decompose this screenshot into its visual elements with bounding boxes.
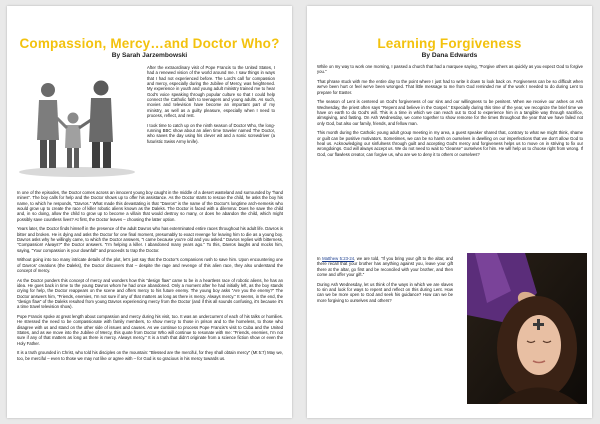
byline-edwards: By Dana Edwards [421, 52, 478, 59]
scripture-paragraph: In Matthew 5:23-24, we are told, "If you bring your gift to the altar, and there recall that your brother has anything against you, leave your gift there at the altar, go first and be reconciled with your brother, and then come and offer your gift." [317, 256, 453, 278]
scripture-quote: , we are told, "If you bring your gift to the altar, and there recall that your brother has anything against you, leave your gift there at the altar, go first and be reconciled with your brother, and then come and offer your gift." [317, 256, 453, 278]
article-title-compassion: Compassion, Mercy…and Doctor Who? [19, 36, 280, 51]
intro-paragraph: After the extraordinary visit of Pope Francis to the United States, I had a renewed vision of the world around me. I saw things in ways that I had not experienced before. The Lord's call for compassion and mercy, especially during the Jubilee of Mercy, was heightened. My experience in youth and young adult ministry trained me to hear God's voice speaking through popular culture so that I could help connect the Catholic faith to teenagers and young adults. As such, movies and television have become an important part of my ministry, as well as a guilty pleasure, especially when I need to process, reflect, and rest. [147, 65, 275, 119]
body-paragraph: Without going into too many intricate details of the plot, let's just say that the Doctor's companions rush to save him. Upon encountering one of Davros' creations (the Daleks), the Doctor discovers that – despite the rage and revenge of this alien race, they also understand the concept of mercy. [17, 257, 283, 274]
ash-wednesday-photo [467, 253, 587, 404]
body-paragraph: The season of Lent is centered on God's forgiveness of our sins and our willingness to be penitent. When we receive our ashes on Ash Wednesday, the priest often says "Repent and believe in the Gospel." Especially during this time of the year, we recognize the brief time we have on earth to do God's will. This is a time in which we can reach out to God to experience him in a tangible way through sacrifice, almsgiving, and fasting. On Ash Wednesday, we come together to show remorse for the times throughout the year that we have failed not only God, but also our family, friends, and fellow man. [317, 99, 583, 126]
body-paragraph: This month during the Catholic young adult group meeting in my area, a guest speaker shared that, contrary to what we might think, shame or guilt can be positive motivators. Sometimes, we can be so harsh on ourselves in dwelling on our imperfections that we don't allow God to heal us. Acknowledging our sinfulness through guilt and accepting God's mercy and forgiveness helps us to move on in striving to fix our wrongdoings. God will always accept us. We do not need to wait to "cleanse" ourselves for him. He will help us to choose right from wrong. If God, our flawless creator, can forgive us, who are we to deny it to others or ourselves? [317, 130, 583, 157]
right-column-text [317, 256, 453, 307]
body-paragraph: That phrase stuck with me the entire day to the point where I just had to write it down to look back on. Forgiveness can be so difficult when we've been hurt or feel we've been wronged. That little message to me from God reminded me of the work I needed to do during Lent to prepare for Easter. [317, 78, 583, 95]
left-article-body [17, 190, 283, 365]
family-walking-photo [15, 68, 139, 178]
body-paragraph: Pope Francis spoke at great length about compassion and mercy during his visit, too. It was an undercurrent of each of his talks or homilies. He stressed the need to be compassionate with family members, to show mercy to those in prison and to the homeless, to those who disagree with us and stand on the other side of issues and causes. As we continue to process Pope Francis's visit to Cuba and the United States, and as we move into the Jubilee of Mercy, this quote from Doctor Who will continue to resonate with me: "Friends, enemies, I'm not sure if any of that matters as long as there is mercy. Always mercy." It is a truth that didn't originate from a science fiction show or even the Holy Father. [17, 314, 283, 346]
intro-text [147, 65, 275, 148]
body-paragraph: While on my way to work one morning, I passed a church that had a marquee saying, "Forgive others as quickly as you expect God to forgive you." [317, 64, 583, 75]
body-paragraph: Years later, the Doctor finds himself in the presence of the adult Davros who has exterminated entire races throughout his adult life. Davros is bitter and broken. He is dying and asks the Doctor for one final moment, presumably to exact revenge for leaving him to die as a young boy. Davros asks why he willingly came, to which the Doctor answers, "I came because you're old and you asked." Davros replies with bitterness, "Compassion! Always?" the Doctor answers. "I'm helping a killer. I abandoned many years ago." To this, Davros laughs and mocks him, saying, "Your compassion is your downfall" and proceeds to trap the Doctor. [17, 226, 283, 253]
byline-jarzembowski: By Sarah Jarzembowski [111, 52, 188, 59]
body-paragraph: In one of the episodes, the Doctor comes across an innocent young boy caught in the middle of a desert wasteland and surrounded by "hand mines". The boy calls for help and the Doctor shows up to offer his assistance. As the Doctor starts to rescue the child, he asks the boy his name, to which he responds, "Davros." What made this devastating is that "Davros" is the name of the Doctor's longtime arch-nemesis who would grow up to create the race of killer robotic aliens known as the Daleks. The Doctor is faced with a dilemma: Does he save the child and, in so doing, allow the child to grow up to become a villain that would destroy so many, or does he abandon the child, which might possibly save countless lives? At first, the Doctor leaves – choosing the latter option. [17, 190, 283, 222]
left-page [7, 6, 292, 418]
right-page [307, 6, 592, 418]
article-title-forgiveness: Learning Forgiveness [377, 36, 522, 51]
intro-paragraph: I took time to catch up on the ninth season of Doctor Who, the long-running BBC show about an alien time traveler named The Doctor, who saves the day using his clever wit and a sonic screwdriver (a futuristic Swiss Army knife). [147, 122, 275, 144]
scripture-reference-link[interactable]: Matthew 5:23-24 [322, 256, 355, 261]
right-article-body [317, 64, 583, 161]
closing-paragraph: During Ash Wednesday, let us think of the ways in which we are slaves to sin and look for ways to repent and reflect on this during Lent. How can we be more open to God and seek his guidance? How can we be more forgiving to ourselves and others? [317, 281, 453, 303]
body-paragraph: It is a truth grounded in Christ, who told his disciples on the mountain: "Blessed are the merciful, for they shall obtain mercy" (Mt 5:7) May we, too, be merciful – even to those we may not like or agree with – for God is so gracious in his mercy towards us. [17, 350, 283, 361]
body-paragraph: As the Doctor ponders this concept of mercy and wonders how this "design flaw" came to be in a heartless race of robotic aliens, he has an idea. He goes back in time to the young Davros whom he had once abandoned. Only a moment after he had initially left, as the boy stands crying for help, the Doctor reappears on the scene and offers mercy to his future enemy. The young boy asks "Are you the enemy?" The Doctor answers him, "Friends, enemies, I'm not sure if any of that matters as long as there is mercy. Always mercy." It seems, in the end, the "design flaw" of the Daleks resulted from young Davros experiencing mercy from the Doctor (and if this all sounds confusing, it's because it's a time travel television show). [17, 277, 283, 310]
